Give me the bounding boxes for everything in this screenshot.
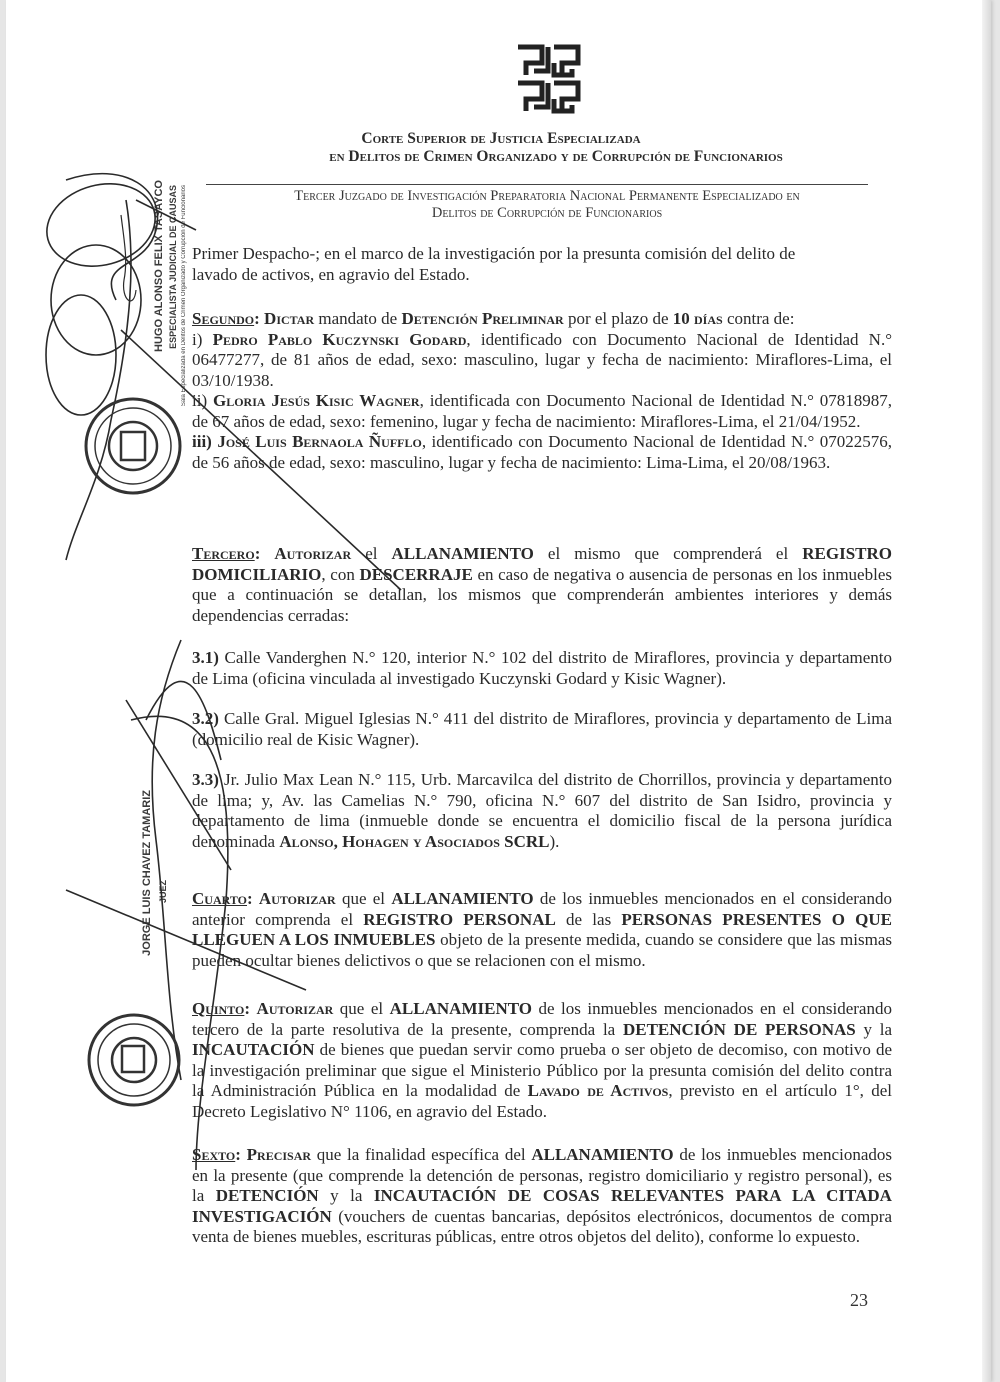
- address-entry: 3.3) Jr. Julio Max Lean N.° 115, Urb. Marcavilca del distrito de Chorrillos, provincia y departamento de lima; y, Av. las Camelias N.° 790, oficina N.° 607 del distrito de San Isidro, provincia y departamento de lima (inmueble donde se encuentra el domicilio fiscal de la persona jurídica denominada Alonso, Hohagen y Asociados SCRL).: [192, 770, 892, 851]
- section-heading: Sexto: [192, 1145, 236, 1164]
- document-page: [6, 0, 991, 1382]
- section-tercero: Tercero: Autorizar el ALLANAMIENTO el mismo que comprenderá el REGISTRO DOMICILIARIO, con DESCERRAJE en caso de negativa o ausencia de personas en los inmuebles que a continuación se detallan, los mismos que comprenderán ambientes interiores y demás dependencias cerradas: 3.1) Calle Vanderghen N.° 120, interior N.° 102 del distrito de Miraflores, provincia y departamento de Lima (oficina vinculada al investigado Kuczynski Godard y Kisic Wagner). 3.2) Calle Gral. Miguel Iglesias N.° 411 del distrito de Miraflores, provincia y departamento de Lima (domicilio real de Kisic Wagner). 3.3) Jr. Julio Max Lean N.° 115, Urb. Marcavilca del distrito de Chorrillos, provincia y departamento de lima; y, Av. las Camelias N.° 790, oficina N.° 607 del distrito de San Isidro, provincia y departamento de lima (inmueble donde se encuentra el domicilio fiscal de la persona jurídica denominada Alonso, Hohagen y Asociados SCRL).: [192, 544, 892, 851]
- judge-stamp-title: JUEZ: [158, 880, 168, 904]
- court-name-line1: Corte Superior de Justicia Especializada: [361, 130, 641, 147]
- header-divider: [206, 184, 868, 185]
- judge-stamp-name: JORGE LUIS CHAVEZ TAMARIZ: [141, 790, 153, 956]
- court-name-line2: en Delitos de Crimen Organizado y de Corrupción de Funcionarios: [329, 148, 783, 165]
- section-segundo: Segundo: Dictar mandato de Detención Preliminar por el plazo de 10 días contra de: i) Pedro Pablo Kuczynski Godard, identificado con Documento Nacional de Identidad N.° 06477277, de 81 años de edad, sexo: masculino, lugar y fecha de nacimiento: Miraflores-Lima, el 03/10/1938. ii) Gloria Jesús Kisic Wagner, identificada con Documento Nacional de Identidad N.° 07818987, de 67 años de edad, sexo: femenino, lugar y fecha de nacimiento: Miraflores-Lima, el 21/04/1952. iii) José Luis Bernaola Ñufflo, identificado con Documento Nacional de Identidad N.° 07022576, de 56 años de edad, sexo: masculino, lugar y fecha de nacimiento: Lima-Lima, el 20/08/1963.: [192, 309, 893, 472]
- section-quinto: Quinto: Autorizar que el ALLANAMIENTO de los inmuebles mencionados en el considerando tercero de la parte resolutiva de la presente, comprenda la DETENCIÓN DE PERSONAS y la INCAUTACIÓN de bienes que puedan servir como prueba o ser objeto de decomiso, con motivo de la investigación preliminar que sigue el Ministerio Público por la presunta comisión del delito contra la Administración Pública en la modalidad de Lavado de Activos, previsto en el artículo 1°, del Decreto Legislativo N° 1106, en agravio del Estado.: [192, 999, 892, 1121]
- section-sexto: Sexto: Precisar que la finalidad específica del ALLANAMIENTO de los inmuebles mencionados en la presente (que comprende la detención de personas, registro domiciliario y registro personal), es la DETENCIÓN y la INCAUTACIÓN DE COSAS RELEVANTES PARA LA CITADA INVESTIGACIÓN (vouchers de cuentas bancarias, depósitos electrónicos, documentos de compra venta de bienes muebles, escrituras públicas, entre otros objetos del delito), conforme lo expuesto.: [192, 1145, 892, 1246]
- intro-paragraph: Primer Despacho-; en el marco de la investigación por la presunta comisión del delito de lavado de activos, en agravio del Estado.: [192, 244, 796, 284]
- page-number: 23: [850, 1290, 868, 1310]
- section-heading: Quinto: [192, 999, 245, 1018]
- section-heading: Cuarto: [192, 889, 247, 908]
- section-heading: Segundo: [192, 309, 255, 328]
- pj-logo-icon: [514, 43, 582, 115]
- person-entry: i) Pedro Pablo Kuczynski Godard, identificado con Documento Nacional de Identidad N.° 06477277, de 81 años de edad, sexo: masculino, lugar y fecha de nacimiento: Miraflores-Lima, el 03/10/1938.: [192, 329, 893, 390]
- clerk-stamp-title: ESPECIALISTA JUDICIAL DE CAUSAS: [168, 185, 178, 349]
- address-entry: 3.1) Calle Vanderghen N.° 120, interior N.° 102 del distrito de Miraflores, provincia y departamento de Lima (oficina vinculada al investigado Kuczynski Godard y Kisic Wagner).: [192, 648, 892, 688]
- court-seal-icon: [86, 399, 180, 493]
- page-edge: [982, 0, 991, 1382]
- section-heading: Tercero: [192, 544, 255, 563]
- section-cuarto: Cuarto: Autorizar que el ALLANAMIENTO de los inmuebles mencionados en el considerando anterior comprenda el REGISTRO PERSONAL de las PERSONAS PRESENTES O QUE LLEGUEN A LOS INMUEBLES objeto de la presente medida, cuando se considere que las mismas pueden ocultar bienes delictivos o que se relacionen con el mismo.: [192, 889, 893, 970]
- court-subheader-line1: Tercer Juzgado de Investigación Preparatoria Nacional Permanente Especializado en: [294, 188, 800, 204]
- clerk-stamp-name: HUGO ALONSO FELIX TASAYCO: [153, 180, 165, 352]
- court-subheader-line2: Delitos de Corrupción de Funcionarios: [431, 205, 663, 221]
- person-entry: ii) Gloria Jesús Kisic Wagner, identificada con Documento Nacional de Identidad N.° 07818987, de 67 años de edad, sexo: femenino, lugar y fecha de nacimiento: Miraflores-Lima, el 21/04/1952.: [192, 391, 893, 431]
- clerk-stamp-court: Sala Especializada en Delitos de Crimen Organizado y Corrupción de Funcionarios: [181, 185, 187, 407]
- person-entry: iii) José Luis Bernaola Ñufflo, identificado con Documento Nacional de Identidad N.° 07022576, de 56 años de edad, sexo: masculino, lugar y fecha de nacimiento: Lima-Lima, el 20/08/1963.: [192, 432, 892, 472]
- address-entry: 3.2) Calle Gral. Miguel Iglesias N.° 411 del distrito de Miraflores, provincia y departamento de Lima (domicilio real de Kisic Wagner).: [192, 709, 892, 749]
